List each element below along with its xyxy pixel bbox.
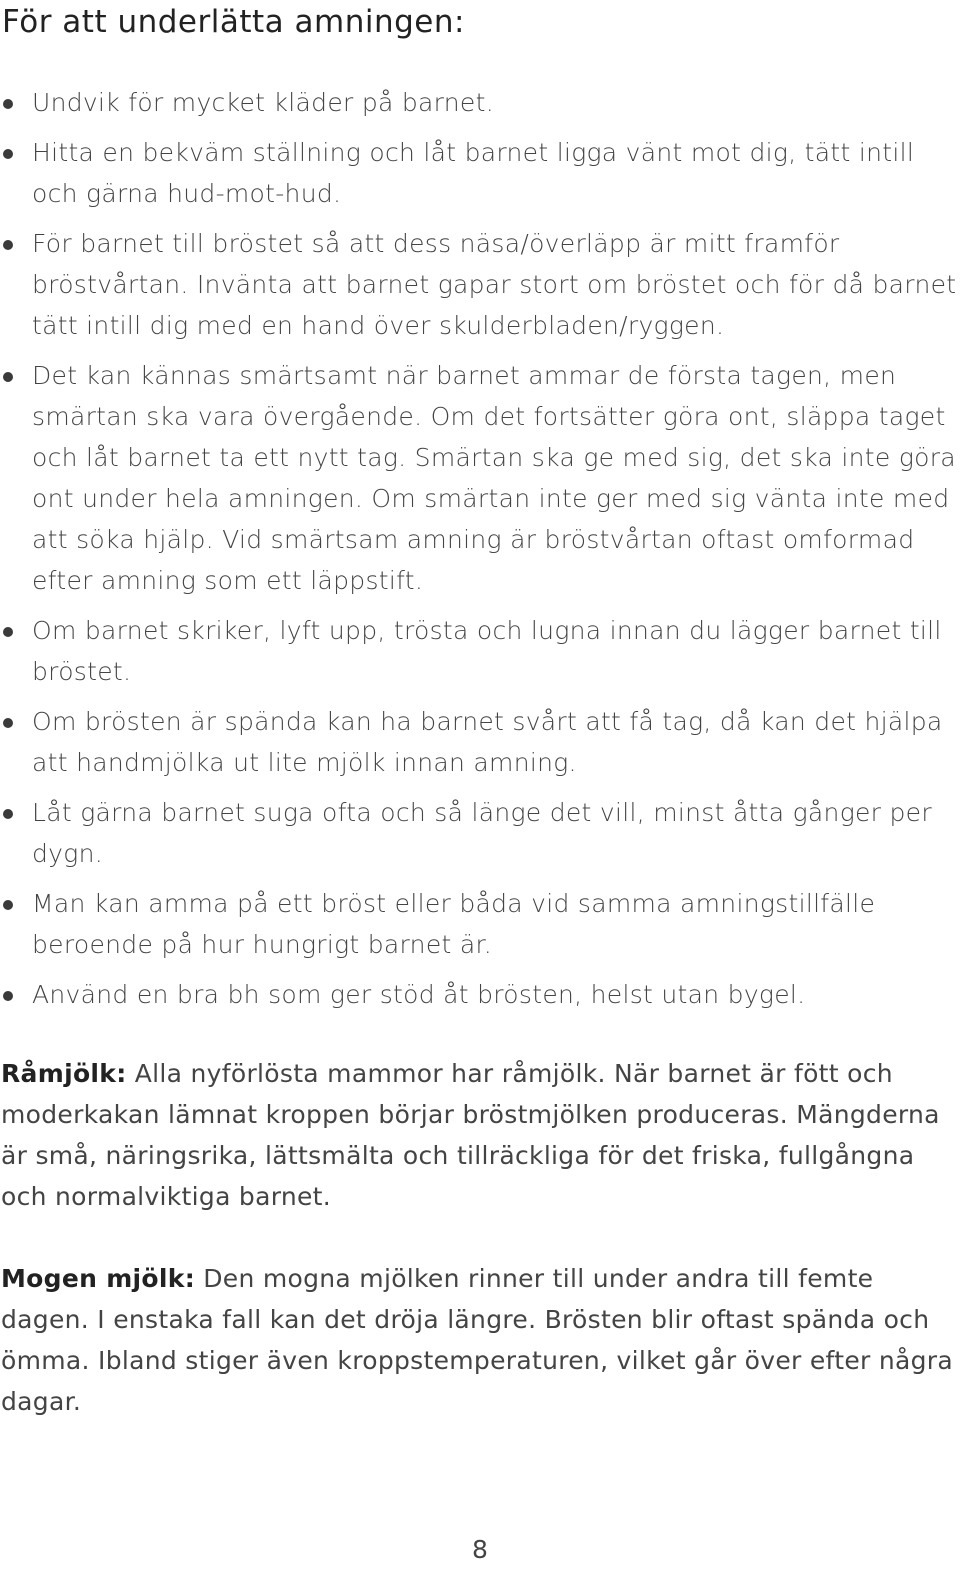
bullet-icon: [3, 240, 13, 250]
mature-milk-text: Den mogna mjölken rinner till under andra till femte dagen. I enstaka fall kan det dröja längre. Brösten blir oftast spända och ömma. Ibland stiger även kroppstemperaturen, vilket går över efter några dagar.: [1, 1264, 953, 1416]
list-item-text: Om barnet skriker, lyft upp, trösta och lugna innan du lägger barnet till bröstet.: [32, 616, 942, 686]
bullet-icon: [3, 900, 13, 910]
bullet-icon: [3, 149, 13, 159]
list-item: [0, 701, 958, 783]
bullet-icon: [3, 372, 13, 382]
list-item: [0, 883, 958, 965]
colostrum-label: Råmjölk:: [1, 1059, 127, 1088]
mature-milk-label: Mogen mjölk:: [1, 1264, 195, 1293]
colostrum-text: Alla nyförlösta mammor har råmjölk. När barnet är fött och moderkakan lämnat kroppen börjar bröstmjölken produceras. Mängderna är små, näringsrika, lättsmälta och tillräckliga för det friska, fullgångna och normalviktiga barnet.: [1, 1059, 940, 1211]
list-item-text: För barnet till bröstet så att dess näsa/överläpp är mitt framför bröstvårtan. Invänta att barnet gapar stort om bröstet och för då barnet tätt intill dig med en hand över skulderbladen/ryggen.: [32, 229, 957, 340]
list-item-text: Låt gärna barnet suga ofta och så länge det vill, minst åtta gånger per dygn.: [32, 798, 932, 868]
list-item: [0, 792, 958, 874]
bullet-icon: [3, 809, 13, 819]
list-item: [0, 610, 958, 692]
list-item: [0, 132, 958, 214]
list-item-text: Hitta en bekväm ställning och låt barnet ligga vänt mot dig, tätt intill och gärna hud-mot-hud.: [32, 138, 915, 208]
bullet-icon: [3, 99, 13, 109]
list-item-text: Man kan amma på ett bröst eller båda vid samma amningstillfälle beroende på hur hungrigt barnet är.: [32, 889, 876, 959]
list-item: [0, 974, 958, 1015]
bullet-icon: [3, 627, 13, 637]
list-item: [0, 82, 958, 123]
list-item: [0, 355, 958, 601]
bullet-icon: [3, 718, 13, 728]
list-item-text: Om brösten är spända kan ha barnet svårt att få tag, då kan det hjälpa att handmjölka ut lite mjölk innan amning.: [32, 707, 943, 777]
list-item-text: Det kan kännas smärtsamt när barnet ammar de första tagen, men smärtan ska vara övergående. Om det fortsätter göra ont, släppa taget och låt barnet ta ett nytt tag. Smärtan ska ge med sig, det ska inte göra ont under hela amningen. Om smärtan inte ger med sig vänta inte med att söka hjälp. Vid smärtsam amning är bröstvårtan oftast omformad efter amning som ett läppstift.: [32, 361, 956, 595]
mature-milk-paragraph: [1, 1258, 959, 1422]
list-item: [0, 223, 958, 346]
page-number: 8: [472, 1535, 488, 1564]
page-heading: För att underlätta amningen:: [2, 4, 465, 40]
list-item-text: Undvik för mycket kläder på barnet.: [32, 88, 494, 117]
colostrum-paragraph: [1, 1053, 959, 1217]
tips-list: [0, 82, 958, 1024]
bullet-icon: [3, 991, 13, 1001]
list-item-text: Använd en bra bh som ger stöd åt brösten, helst utan bygel.: [32, 980, 806, 1009]
